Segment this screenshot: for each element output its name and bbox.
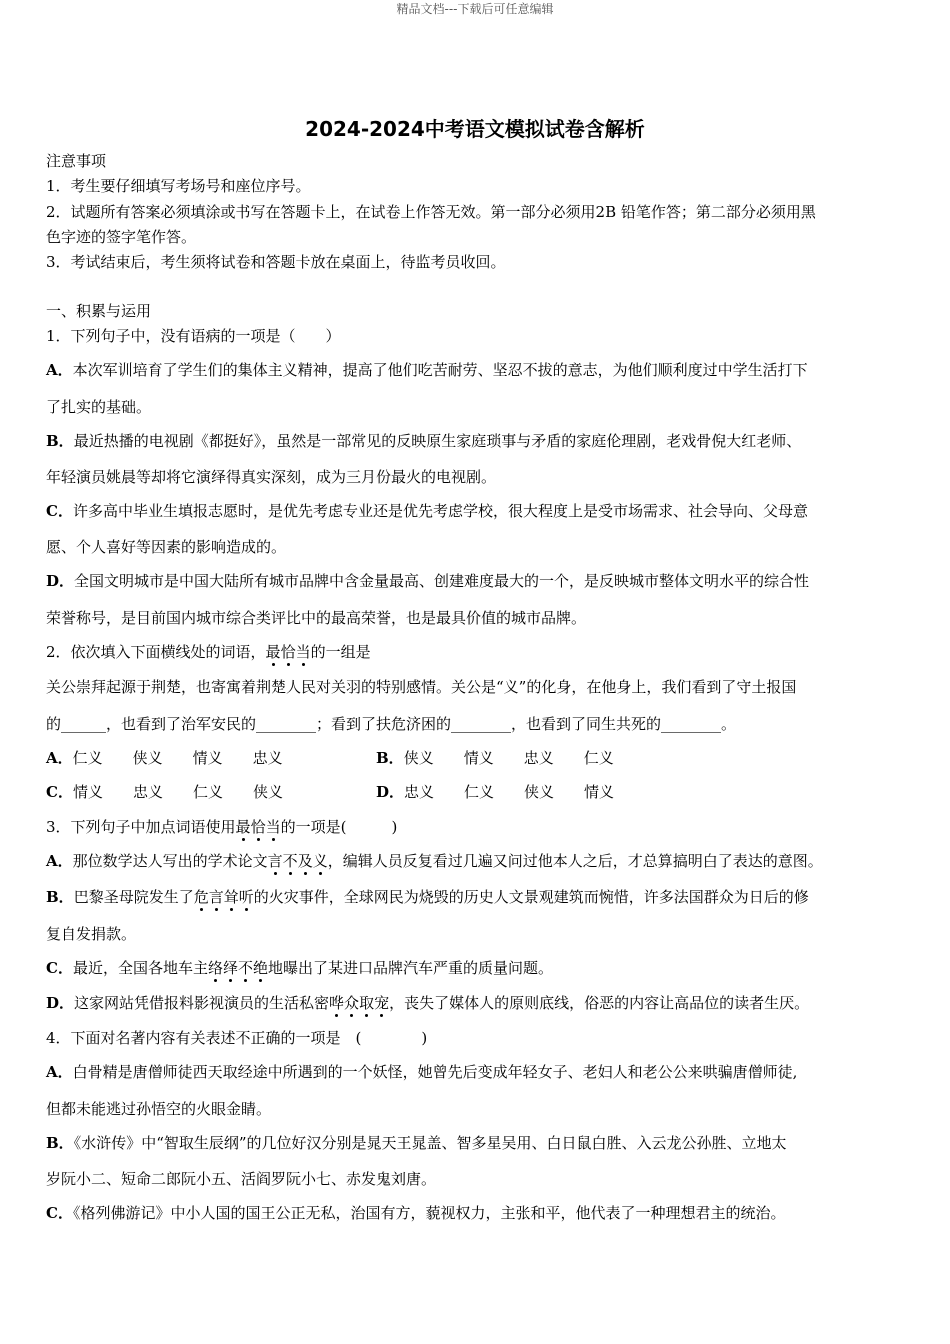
dotted-char: 言: [267, 852, 283, 870]
dotted-char: 及: [297, 852, 313, 870]
q4-option-b-cont: 岁阮小二、短命二郎阮小五、活阎罗阮小七、赤发鬼刘唐。: [46, 1170, 437, 1188]
q3-option-b-cont: 复自发捐款。: [46, 925, 137, 943]
q4-option-a-cont: 但都未能逃过孙悟空的火眼金睛。: [46, 1100, 272, 1118]
option-label: A．: [46, 852, 73, 870]
dotted-char: 当: [295, 643, 311, 661]
option-text: 的火灾事件，全球网民为烧毁的历史人文景观建筑而惋惜，许多法国群众为日后的修: [253, 888, 809, 906]
dotted-char: 不: [238, 959, 254, 977]
q4-option-b: [46, 1133, 787, 1153]
stem-text: 2．依次填入下面横线处的词语，: [46, 643, 266, 661]
option-label: C．: [46, 959, 73, 977]
q2-passage-cont: 的______，也看到了治军安民的________；看到了扶危济困的________，也看到了同生共死的________。: [46, 715, 737, 733]
option-text: 忠义 仁义 侠义 情义: [404, 783, 615, 801]
q2-options-row: [46, 748, 614, 768]
question-1-stem: 1．下列句子中，没有语病的一项是（ ）: [46, 327, 341, 345]
dotted-char: 言: [208, 888, 224, 906]
q2-options-row: [46, 782, 615, 802]
dotted-char: 众: [344, 994, 360, 1012]
dotted-char: 最: [265, 643, 281, 661]
option-text: 那位数学达人写出的学术论文: [72, 852, 268, 870]
stem-text: 的一组是: [310, 643, 371, 661]
dotted-char: 恰: [250, 818, 266, 836]
q3-option-c: [46, 958, 553, 978]
option-label: A．: [46, 749, 73, 767]
dotted-char: 最: [235, 818, 251, 836]
option-text: 仁义 侠义 情义 忠义: [72, 749, 283, 767]
option-text: ，丧失了媒体人的原则底线，俗恶的内容让高品位的读者生厌。: [389, 994, 810, 1012]
option-text: 最近，全国各地车主: [72, 959, 208, 977]
q1-option-d: [46, 571, 809, 591]
stem-text: 3．下列句子中加点词语使用: [46, 818, 236, 836]
q3-option-a: [46, 851, 823, 871]
option-text: ，编辑人员反复看过几遍又问过他本人之后，才总算搞明白了表达的意图。: [327, 852, 823, 870]
dotted-char: 绝: [253, 959, 269, 977]
dotted-char: 不: [282, 852, 298, 870]
question-4-stem: 4．下面对名著内容有关表述不正确的一项是 ( ): [46, 1029, 428, 1047]
q1-option-b: [46, 431, 801, 451]
dotted-char: 络: [207, 959, 223, 977]
option-label: B．: [46, 1134, 74, 1152]
q1-option-a-cont: 了扎实的基础。: [46, 398, 152, 416]
q4-option-a: [46, 1062, 797, 1082]
dotted-char: 恰: [280, 643, 296, 661]
option-label: A．: [46, 1063, 73, 1081]
dotted-char: 义: [312, 852, 328, 870]
dotted-char: 宠: [374, 994, 390, 1012]
option-text: 白骨精是唐僧师徒西天取经途中所遇到的一个妖怪，她曾先后变成年轻女子、老妇人和老公公来哄骗唐僧师徒,: [72, 1063, 798, 1081]
option-label: A．: [46, 361, 73, 379]
option-label: B．: [46, 432, 74, 450]
q2-option-b: [376, 748, 614, 768]
option-text: 《格列佛游记》中小人国的国王公正无私，治国有方，藐视权力，主张和平，他代表了一种理想君主的统治。: [72, 1204, 786, 1222]
q2-passage: 关公崇拜起源于荆楚，也寄寓着荆楚人民对关羽的特别感情。关公是“义”的化身，在他身上，我们看到了守土报国: [46, 678, 797, 696]
option-text: 许多高中毕业生填报志愿时，是优先考虑专业还是优先考虑学校，很大程度上是受市场需求、社会导向、父母意: [72, 502, 808, 520]
option-label: C．: [46, 783, 73, 801]
q1-option-d-cont: 荣誉称号，是目前国内城市综合类评比中的最高荣誉，也是最具价值的城市品牌。: [46, 609, 587, 627]
option-label: D．: [376, 783, 405, 801]
option-text: 地曝出了某进口品牌汽车严重的质量问题。: [268, 959, 554, 977]
option-label: B．: [376, 749, 404, 767]
dotted-char: 听: [238, 888, 254, 906]
option-label: B．: [46, 888, 74, 906]
dotted-char: 哗: [329, 994, 345, 1012]
dotted-char: 耸: [223, 888, 239, 906]
option-label: D．: [46, 572, 75, 590]
notice-item: 3．考试结束后，考生须将试卷和答题卡放在桌面上，待监考员收回。: [46, 253, 506, 271]
option-label: C．: [46, 502, 73, 520]
q1-option-c-cont: 愿、个人喜好等因素的影响造成的。: [46, 538, 287, 556]
notice-item: 1．考生要仔细填写考场号和座位序号。: [46, 177, 311, 195]
option-text: 《水浒传》中“智取生辰纲”的几位好汉分别是晁天王晁盖、智多星吴用、白日鼠白胜、入云龙公孙胜、立地太: [73, 1134, 787, 1152]
q1-option-a: [46, 360, 808, 380]
option-text: 这家网站凭借报料影视演员的生活私密: [74, 994, 330, 1012]
option-text: 本次军训培育了学生们的集体主义精神，提高了他们吃苦耐劳、坚忍不拔的意志，为他们顺利度过中学生活打下: [72, 361, 808, 379]
dotted-char: 绎: [222, 959, 238, 977]
question-3-stem: [46, 817, 397, 837]
dotted-char: 取: [359, 994, 375, 1012]
notice-item: 2．试题所有答案必须填涂或书写在答题卡上，在试卷上作答无效。第一部分必须用2B 铅笔作答；第二部分必须用黑: [46, 203, 816, 221]
q1-option-b-cont: 年轻演员姚晨等却将它演绎得真实深刻，成为三月份最火的电视剧。: [46, 468, 497, 486]
stem-text: 的一项是( ): [280, 818, 398, 836]
option-label: D．: [46, 994, 75, 1012]
page-title: 2024-2024中考语文模拟试卷含解析: [305, 117, 645, 141]
q3-option-b: [46, 887, 809, 907]
option-text: 巴黎圣母院发生了: [73, 888, 194, 906]
question-2-stem: [46, 642, 371, 662]
q1-option-c: [46, 501, 808, 521]
option-text: 情义 忠义 仁义 侠义: [72, 783, 283, 801]
option-text: 全国文明城市是中国大陆所有城市品牌中含金量最高、创建难度最大的一个，是反映城市整体文明水平的综合性: [74, 572, 810, 590]
page-header: 精品文档---下载后可任意编辑: [396, 2, 554, 16]
dotted-char: 当: [265, 818, 281, 836]
option-label: C．: [46, 1204, 73, 1222]
notice-item: 色字迹的签字笔作答。: [46, 228, 197, 246]
q4-option-c: [46, 1203, 785, 1223]
q2-option-d: [376, 782, 614, 802]
section-heading: 一、积累与运用: [46, 302, 152, 320]
notice-heading: 注意事项: [46, 152, 107, 170]
q3-option-d: [46, 993, 809, 1013]
dotted-char: 危: [193, 888, 209, 906]
option-text: 最近热播的电视剧《都挺好》，虽然是一部常见的反映原生家庭琐事与矛盾的家庭伦理剧，老戏骨倪大红老师、: [73, 432, 802, 450]
option-text: 侠义 情义 忠义 仁义: [403, 749, 614, 767]
